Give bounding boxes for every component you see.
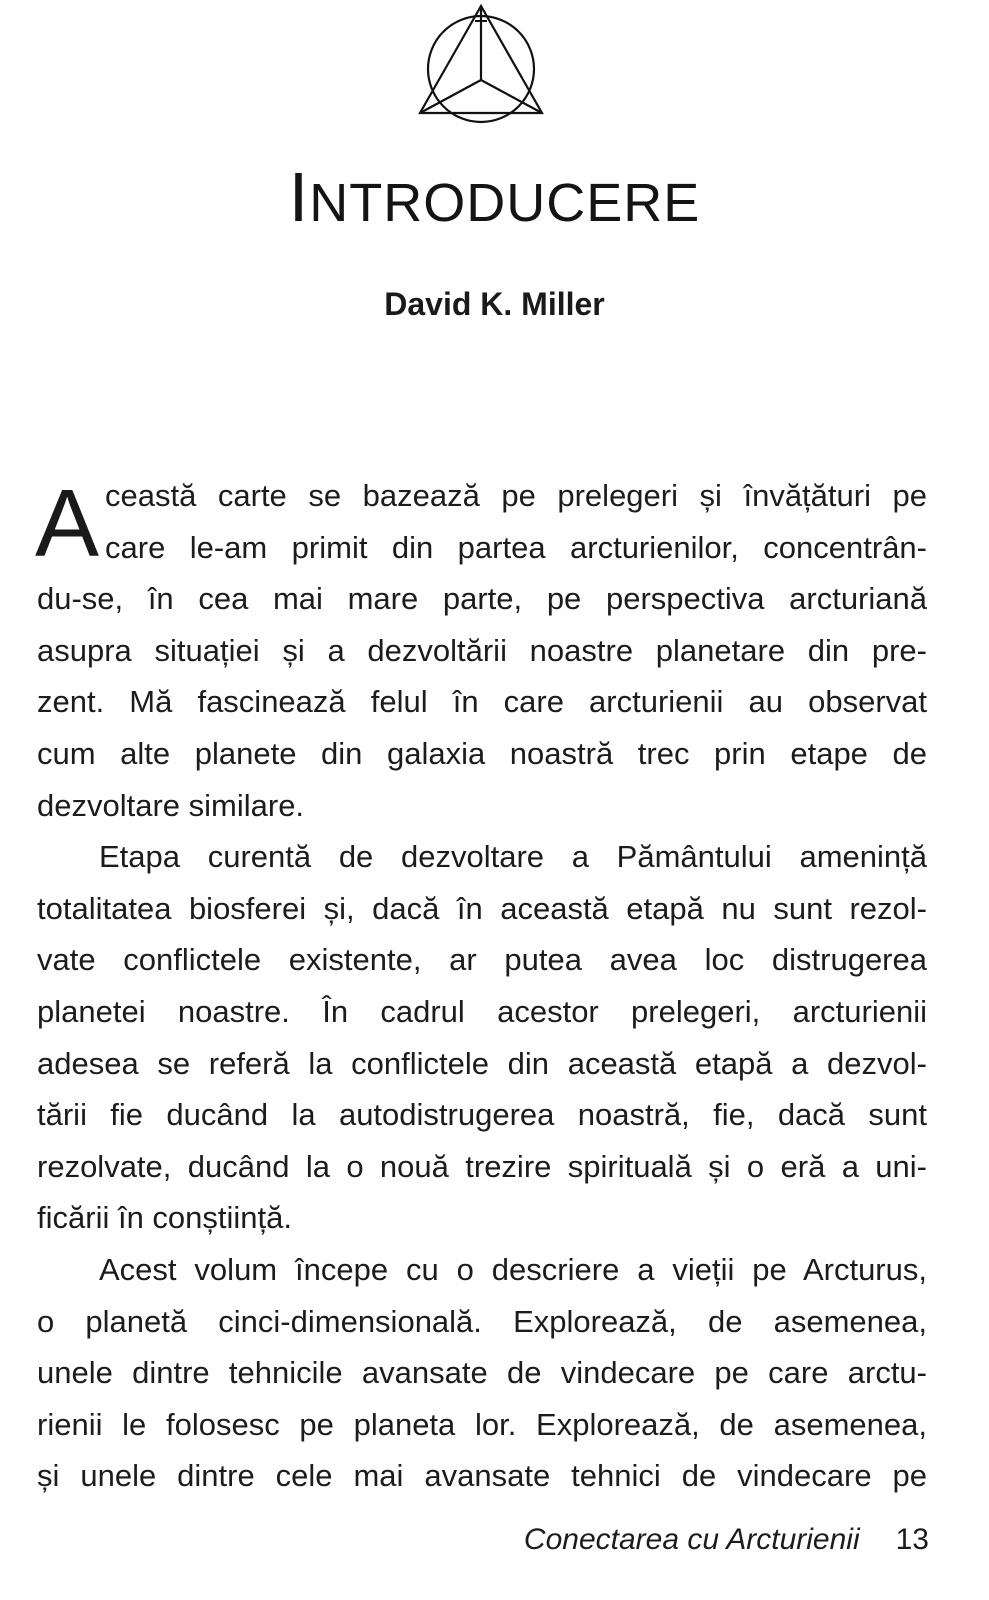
text-line: Etapa curentă de dezvoltare a Pământului amenință: [99, 839, 927, 875]
text-line: dezvoltare similare.: [37, 787, 305, 823]
text-line: tării fie ducând la autodistrugerea noastră, fie, dacă sunt: [37, 1097, 927, 1133]
text-line: unele dintre tehnicile avansate de vindecare pe care arctu-: [37, 1355, 927, 1391]
text-line: ficării în conștiință.: [37, 1200, 292, 1236]
body-text: [37, 470, 927, 1502]
text-line: care le-am primit din partea arcturienilor, concentrân-: [105, 529, 927, 565]
text-line: du-se, în cea mai mare parte, pe perspectiva arcturiană: [37, 581, 927, 617]
text-line: Acest volum începe cu o descriere a vieții pe Arcturus,: [99, 1251, 927, 1287]
text-line: o planetă cinci-dimensională. Explorează, de asemenea,: [37, 1303, 927, 1339]
chapter-title: [0, 142, 989, 258]
text-line: rezolvate, ducând la o nouă trezire spirituală și o eră a uni-: [37, 1148, 927, 1184]
chapter-title-rest: NTRODUCERE: [309, 173, 701, 233]
text-line: vate conflictele existente, ar putea avea loc distrugerea: [37, 942, 927, 978]
text-line: planetei noastre. În cadrul acestor prelegeri, arcturienii: [37, 993, 927, 1029]
text-line: zent. Mă fascinează felul în care arcturienii au observat: [37, 684, 927, 720]
text-line: totalitatea biosferei și, dacă în această etapă nu sunt rezol-: [37, 890, 927, 926]
page-footer: [524, 1518, 929, 1562]
text-line: rienii le folosesc pe planeta lor. Explorează, de asemenea,: [37, 1406, 927, 1442]
triangle-in-circle-icon: [417, 3, 547, 129]
text-line: și unele dintre cele mai avansate tehnici de vindecare pe: [37, 1458, 927, 1494]
drop-cap: A: [35, 470, 100, 577]
running-title: Conectarea cu Arcturienii: [523, 1523, 860, 1556]
text-line: ceastă carte se bazează pe prelegeri și învățături pe: [105, 478, 927, 513]
page-number: 13: [895, 1523, 929, 1556]
author-name: David K. Miller: [384, 286, 605, 322]
text-line: asupra situației și a dezvoltării noastre planetare din pre-: [37, 632, 927, 668]
text-line: adesea se referă la conflictele din această etapă a dezvol-: [37, 1045, 927, 1081]
text-line: cum alte planete din galaxia noastră trec prin etape de: [37, 735, 927, 771]
chapter-title-initial: I: [288, 158, 310, 236]
